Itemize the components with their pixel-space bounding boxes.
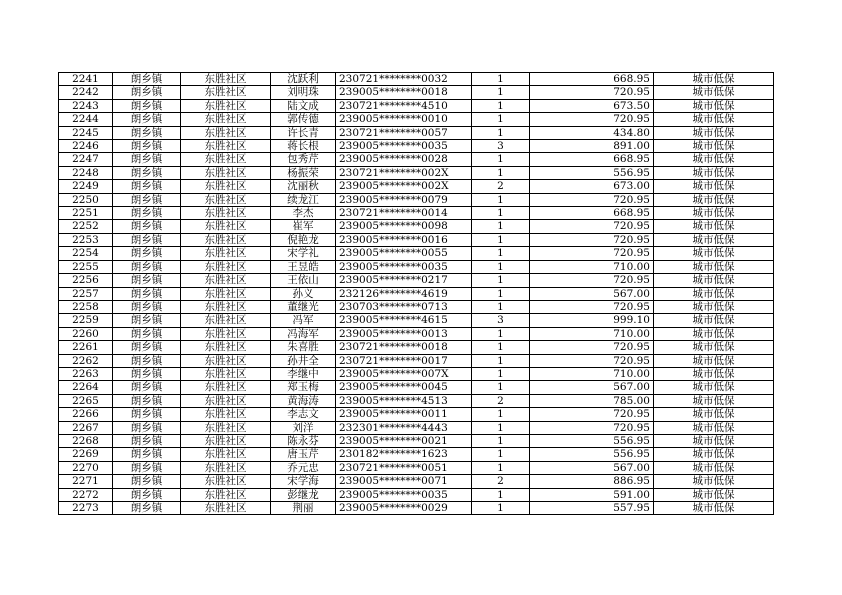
id-number-cell: 239005********0071 (336, 475, 472, 488)
row-number-cell: 2242 (59, 86, 113, 99)
household-count-cell: 1 (472, 502, 530, 515)
assistance-type-cell: 城市低保 (654, 274, 774, 287)
assistance-type-cell: 城市低保 (654, 207, 774, 220)
town-cell: 朗乡镇 (113, 86, 181, 99)
row-number-cell: 2243 (59, 99, 113, 112)
name-cell: 宋学海 (271, 475, 336, 488)
household-count-cell: 1 (472, 354, 530, 367)
amount-cell: 556.95 (530, 434, 654, 447)
id-number-cell: 239005********0079 (336, 193, 472, 206)
household-count-cell: 1 (472, 488, 530, 501)
amount-cell: 999.10 (530, 314, 654, 327)
town-cell: 朗乡镇 (113, 367, 181, 380)
amount-cell: 720.95 (530, 193, 654, 206)
row-number-cell: 2256 (59, 274, 113, 287)
household-count-cell: 2 (472, 475, 530, 488)
id-number-cell: 239005********0013 (336, 327, 472, 340)
table-row (59, 394, 774, 407)
household-count-cell: 1 (472, 207, 530, 220)
amount-cell: 785.00 (530, 394, 654, 407)
table-row (59, 233, 774, 246)
row-number-cell: 2257 (59, 287, 113, 300)
amount-cell: 673.00 (530, 180, 654, 193)
amount-cell: 710.00 (530, 367, 654, 380)
household-count-cell: 1 (472, 408, 530, 421)
assistance-type-cell: 城市低保 (654, 408, 774, 421)
household-count-cell: 1 (472, 86, 530, 99)
town-cell: 朗乡镇 (113, 461, 181, 474)
id-number-cell: 230703********0713 (336, 300, 472, 313)
id-number-cell: 239005********4615 (336, 314, 472, 327)
household-count-cell: 1 (472, 193, 530, 206)
id-number-cell: 239005********0098 (336, 220, 472, 233)
household-count-cell: 1 (472, 220, 530, 233)
assistance-type-cell: 城市低保 (654, 220, 774, 233)
community-cell: 东胜社区 (181, 421, 271, 434)
assistance-type-cell: 城市低保 (654, 126, 774, 139)
community-cell: 东胜社区 (181, 113, 271, 126)
town-cell: 朗乡镇 (113, 394, 181, 407)
town-cell: 朗乡镇 (113, 166, 181, 179)
amount-cell: 567.00 (530, 461, 654, 474)
town-cell: 朗乡镇 (113, 260, 181, 273)
row-number-cell: 2247 (59, 153, 113, 166)
name-cell: 许长青 (271, 126, 336, 139)
table-row (59, 220, 774, 233)
household-count-cell: 3 (472, 314, 530, 327)
household-count-cell: 1 (472, 448, 530, 461)
household-count-cell: 1 (472, 153, 530, 166)
table-row (59, 448, 774, 461)
assistance-type-cell: 城市低保 (654, 394, 774, 407)
town-cell: 朗乡镇 (113, 408, 181, 421)
name-cell: 续龙江 (271, 193, 336, 206)
row-number-cell: 2251 (59, 207, 113, 220)
assistance-type-cell: 城市低保 (654, 193, 774, 206)
amount-cell: 668.95 (530, 207, 654, 220)
amount-cell: 567.00 (530, 381, 654, 394)
table-row (59, 341, 774, 354)
amount-cell: 720.95 (530, 421, 654, 434)
id-number-cell: 239005********0217 (336, 274, 472, 287)
name-cell: 包秀芹 (271, 153, 336, 166)
community-cell: 东胜社区 (181, 408, 271, 421)
household-count-cell: 1 (472, 99, 530, 112)
town-cell: 朗乡镇 (113, 126, 181, 139)
community-cell: 东胜社区 (181, 193, 271, 206)
assistance-type-cell: 城市低保 (654, 300, 774, 313)
id-number-cell: 239005********0055 (336, 247, 472, 260)
town-cell: 朗乡镇 (113, 314, 181, 327)
table-row (59, 475, 774, 488)
id-number-cell: 239005********0018 (336, 86, 472, 99)
assistance-type-cell: 城市低保 (654, 381, 774, 394)
name-cell: 王依山 (271, 274, 336, 287)
assistance-type-cell: 城市低保 (654, 488, 774, 501)
town-cell: 朗乡镇 (113, 153, 181, 166)
name-cell: 彭继龙 (271, 488, 336, 501)
community-cell: 东胜社区 (181, 166, 271, 179)
id-number-cell: 239005********002X (336, 180, 472, 193)
community-cell: 东胜社区 (181, 434, 271, 447)
name-cell: 郑玉梅 (271, 381, 336, 394)
assistance-type-cell: 城市低保 (654, 86, 774, 99)
town-cell: 朗乡镇 (113, 341, 181, 354)
name-cell: 郭传德 (271, 113, 336, 126)
row-number-cell: 2263 (59, 367, 113, 380)
amount-cell: 886.95 (530, 475, 654, 488)
table-row (59, 193, 774, 206)
row-number-cell: 2269 (59, 448, 113, 461)
row-number-cell: 2261 (59, 341, 113, 354)
row-number-cell: 2250 (59, 193, 113, 206)
id-number-cell: 230721********0017 (336, 354, 472, 367)
household-count-cell: 1 (472, 113, 530, 126)
name-cell: 沈丽秋 (271, 180, 336, 193)
town-cell: 朗乡镇 (113, 140, 181, 153)
table-row (59, 421, 774, 434)
amount-cell: 720.95 (530, 408, 654, 421)
id-number-cell: 239005********0016 (336, 233, 472, 246)
name-cell: 沈跃利 (271, 73, 336, 86)
community-cell: 东胜社区 (181, 99, 271, 112)
household-count-cell: 2 (472, 180, 530, 193)
household-count-cell: 1 (472, 274, 530, 287)
amount-cell: 710.00 (530, 327, 654, 340)
table-row (59, 327, 774, 340)
name-cell: 李继中 (271, 367, 336, 380)
row-number-cell: 2248 (59, 166, 113, 179)
amount-cell: 720.95 (530, 341, 654, 354)
household-count-cell: 1 (472, 247, 530, 260)
town-cell: 朗乡镇 (113, 113, 181, 126)
amount-cell: 720.95 (530, 300, 654, 313)
community-cell: 东胜社区 (181, 287, 271, 300)
table-row (59, 99, 774, 112)
assistance-type-cell: 城市低保 (654, 260, 774, 273)
table-row (59, 314, 774, 327)
household-count-cell: 1 (472, 367, 530, 380)
community-cell: 东胜社区 (181, 475, 271, 488)
name-cell: 倪艳龙 (271, 233, 336, 246)
community-cell: 东胜社区 (181, 247, 271, 260)
town-cell: 朗乡镇 (113, 300, 181, 313)
community-cell: 东胜社区 (181, 233, 271, 246)
table-row (59, 180, 774, 193)
row-number-cell: 2271 (59, 475, 113, 488)
assistance-type-cell: 城市低保 (654, 180, 774, 193)
id-number-cell: 239005********0029 (336, 502, 472, 515)
household-count-cell: 1 (472, 341, 530, 354)
table-row (59, 502, 774, 515)
assistance-type-cell: 城市低保 (654, 314, 774, 327)
row-number-cell: 2244 (59, 113, 113, 126)
name-cell: 孙井全 (271, 354, 336, 367)
assistance-type-cell: 城市低保 (654, 73, 774, 86)
id-number-cell: 230721********0032 (336, 73, 472, 86)
row-number-cell: 2245 (59, 126, 113, 139)
name-cell: 蒋长根 (271, 140, 336, 153)
community-cell: 东胜社区 (181, 327, 271, 340)
town-cell: 朗乡镇 (113, 488, 181, 501)
town-cell: 朗乡镇 (113, 220, 181, 233)
name-cell: 杨振荣 (271, 166, 336, 179)
table-row (59, 354, 774, 367)
id-number-cell: 239005********4513 (336, 394, 472, 407)
name-cell: 李杰 (271, 207, 336, 220)
household-count-cell: 2 (472, 394, 530, 407)
name-cell: 乔元忠 (271, 461, 336, 474)
amount-cell: 673.50 (530, 99, 654, 112)
amount-cell: 891.00 (530, 140, 654, 153)
table-row (59, 140, 774, 153)
household-count-cell: 3 (472, 140, 530, 153)
community-cell: 东胜社区 (181, 140, 271, 153)
community-cell: 东胜社区 (181, 153, 271, 166)
row-number-cell: 2265 (59, 394, 113, 407)
row-number-cell: 2260 (59, 327, 113, 340)
table-row (59, 287, 774, 300)
town-cell: 朗乡镇 (113, 247, 181, 260)
community-cell: 东胜社区 (181, 367, 271, 380)
row-number-cell: 2266 (59, 408, 113, 421)
community-cell: 东胜社区 (181, 448, 271, 461)
data-table (58, 72, 774, 515)
household-count-cell: 1 (472, 421, 530, 434)
assistance-type-cell: 城市低保 (654, 367, 774, 380)
table-row (59, 461, 774, 474)
name-cell: 崔军 (271, 220, 336, 233)
row-number-cell: 2255 (59, 260, 113, 273)
amount-cell: 720.95 (530, 220, 654, 233)
name-cell: 王昱皓 (271, 260, 336, 273)
community-cell: 东胜社区 (181, 314, 271, 327)
name-cell: 刘洋 (271, 421, 336, 434)
name-cell: 唐玉芹 (271, 448, 336, 461)
name-cell: 冯海军 (271, 327, 336, 340)
table-row (59, 166, 774, 179)
community-cell: 东胜社区 (181, 461, 271, 474)
town-cell: 朗乡镇 (113, 327, 181, 340)
name-cell: 荆丽 (271, 502, 336, 515)
household-count-cell: 1 (472, 126, 530, 139)
town-cell: 朗乡镇 (113, 502, 181, 515)
town-cell: 朗乡镇 (113, 354, 181, 367)
name-cell: 孙义 (271, 287, 336, 300)
id-number-cell: 230721********0057 (336, 126, 472, 139)
assistance-type-cell: 城市低保 (654, 421, 774, 434)
community-cell: 东胜社区 (181, 341, 271, 354)
community-cell: 东胜社区 (181, 126, 271, 139)
table-row (59, 126, 774, 139)
table-row (59, 247, 774, 260)
row-number-cell: 2270 (59, 461, 113, 474)
amount-cell: 720.95 (530, 354, 654, 367)
row-number-cell: 2253 (59, 233, 113, 246)
amount-cell: 720.95 (530, 274, 654, 287)
town-cell: 朗乡镇 (113, 180, 181, 193)
assistance-type-cell: 城市低保 (654, 153, 774, 166)
assistance-type-cell: 城市低保 (654, 461, 774, 474)
row-number-cell: 2272 (59, 488, 113, 501)
id-number-cell: 239005********0035 (336, 140, 472, 153)
amount-cell: 556.95 (530, 448, 654, 461)
household-count-cell: 1 (472, 434, 530, 447)
table-row (59, 86, 774, 99)
row-number-cell: 2249 (59, 180, 113, 193)
town-cell: 朗乡镇 (113, 448, 181, 461)
amount-cell: 720.95 (530, 247, 654, 260)
town-cell: 朗乡镇 (113, 421, 181, 434)
table-row (59, 260, 774, 273)
assistance-type-cell: 城市低保 (654, 140, 774, 153)
amount-cell: 720.95 (530, 113, 654, 126)
table-row (59, 73, 774, 86)
row-number-cell: 2267 (59, 421, 113, 434)
table-row (59, 367, 774, 380)
row-number-cell: 2241 (59, 73, 113, 86)
name-cell: 董继光 (271, 300, 336, 313)
row-number-cell: 2254 (59, 247, 113, 260)
id-number-cell: 239005********0045 (336, 381, 472, 394)
assistance-type-cell: 城市低保 (654, 502, 774, 515)
id-number-cell: 230721********4510 (336, 99, 472, 112)
assistance-type-cell: 城市低保 (654, 448, 774, 461)
community-cell: 东胜社区 (181, 260, 271, 273)
town-cell: 朗乡镇 (113, 207, 181, 220)
community-cell: 东胜社区 (181, 354, 271, 367)
table-row (59, 408, 774, 421)
table-row (59, 207, 774, 220)
name-cell: 宋学礼 (271, 247, 336, 260)
id-number-cell: 239005********0010 (336, 113, 472, 126)
assistance-type-cell: 城市低保 (654, 166, 774, 179)
id-number-cell: 230721********0018 (336, 341, 472, 354)
town-cell: 朗乡镇 (113, 274, 181, 287)
town-cell: 朗乡镇 (113, 287, 181, 300)
name-cell: 陆文成 (271, 99, 336, 112)
amount-cell: 720.95 (530, 233, 654, 246)
community-cell: 东胜社区 (181, 394, 271, 407)
community-cell: 东胜社区 (181, 207, 271, 220)
amount-cell: 567.00 (530, 287, 654, 300)
assistance-type-cell: 城市低保 (654, 341, 774, 354)
row-number-cell: 2252 (59, 220, 113, 233)
id-number-cell: 230182********1623 (336, 448, 472, 461)
assistance-type-cell: 城市低保 (654, 99, 774, 112)
amount-cell: 557.95 (530, 502, 654, 515)
community-cell: 东胜社区 (181, 300, 271, 313)
id-number-cell: 239005********0035 (336, 488, 472, 501)
household-count-cell: 1 (472, 166, 530, 179)
row-number-cell: 2262 (59, 354, 113, 367)
id-number-cell: 239005********007X (336, 367, 472, 380)
assistance-type-cell: 城市低保 (654, 475, 774, 488)
table-row (59, 434, 774, 447)
community-cell: 东胜社区 (181, 180, 271, 193)
amount-cell: 591.00 (530, 488, 654, 501)
table-row (59, 274, 774, 287)
name-cell: 李志文 (271, 408, 336, 421)
id-number-cell: 230721********002X (336, 166, 472, 179)
town-cell: 朗乡镇 (113, 434, 181, 447)
row-number-cell: 2258 (59, 300, 113, 313)
row-number-cell: 2264 (59, 381, 113, 394)
table-row (59, 381, 774, 394)
assistance-type-cell: 城市低保 (654, 434, 774, 447)
household-count-cell: 1 (472, 233, 530, 246)
amount-cell: 434.80 (530, 126, 654, 139)
table-row (59, 113, 774, 126)
community-cell: 东胜社区 (181, 381, 271, 394)
id-number-cell: 239005********0035 (336, 260, 472, 273)
amount-cell: 710.00 (530, 260, 654, 273)
id-number-cell: 239005********0028 (336, 153, 472, 166)
household-count-cell: 1 (472, 300, 530, 313)
town-cell: 朗乡镇 (113, 193, 181, 206)
table-row (59, 300, 774, 313)
amount-cell: 668.95 (530, 73, 654, 86)
row-number-cell: 2259 (59, 314, 113, 327)
assistance-type-cell: 城市低保 (654, 327, 774, 340)
id-number-cell: 232301********4443 (336, 421, 472, 434)
assistance-type-cell: 城市低保 (654, 233, 774, 246)
assistance-type-cell: 城市低保 (654, 287, 774, 300)
id-number-cell: 239005********0011 (336, 408, 472, 421)
town-cell: 朗乡镇 (113, 475, 181, 488)
table-row (59, 488, 774, 501)
amount-cell: 668.95 (530, 153, 654, 166)
row-number-cell: 2268 (59, 434, 113, 447)
name-cell: 陈永芬 (271, 434, 336, 447)
town-cell: 朗乡镇 (113, 99, 181, 112)
community-cell: 东胜社区 (181, 73, 271, 86)
name-cell: 刘明珠 (271, 86, 336, 99)
amount-cell: 720.95 (530, 86, 654, 99)
household-count-cell: 1 (472, 260, 530, 273)
id-number-cell: 232126********4619 (336, 287, 472, 300)
household-count-cell: 1 (472, 381, 530, 394)
assistance-type-cell: 城市低保 (654, 354, 774, 367)
town-cell: 朗乡镇 (113, 73, 181, 86)
community-cell: 东胜社区 (181, 488, 271, 501)
row-number-cell: 2273 (59, 502, 113, 515)
assistance-type-cell: 城市低保 (654, 247, 774, 260)
row-number-cell: 2246 (59, 140, 113, 153)
id-number-cell: 230721********0051 (336, 461, 472, 474)
town-cell: 朗乡镇 (113, 381, 181, 394)
community-cell: 东胜社区 (181, 502, 271, 515)
household-count-cell: 1 (472, 73, 530, 86)
household-count-cell: 1 (472, 327, 530, 340)
household-count-cell: 1 (472, 461, 530, 474)
community-cell: 东胜社区 (181, 274, 271, 287)
table-body (59, 73, 774, 515)
community-cell: 东胜社区 (181, 86, 271, 99)
id-number-cell: 230721********0014 (336, 207, 472, 220)
name-cell: 冯军 (271, 314, 336, 327)
name-cell: 朱喜胜 (271, 341, 336, 354)
town-cell: 朗乡镇 (113, 233, 181, 246)
household-count-cell: 1 (472, 287, 530, 300)
amount-cell: 556.95 (530, 166, 654, 179)
community-cell: 东胜社区 (181, 220, 271, 233)
name-cell: 黄海涛 (271, 394, 336, 407)
assistance-type-cell: 城市低保 (654, 113, 774, 126)
id-number-cell: 239005********0021 (336, 434, 472, 447)
table-row (59, 153, 774, 166)
